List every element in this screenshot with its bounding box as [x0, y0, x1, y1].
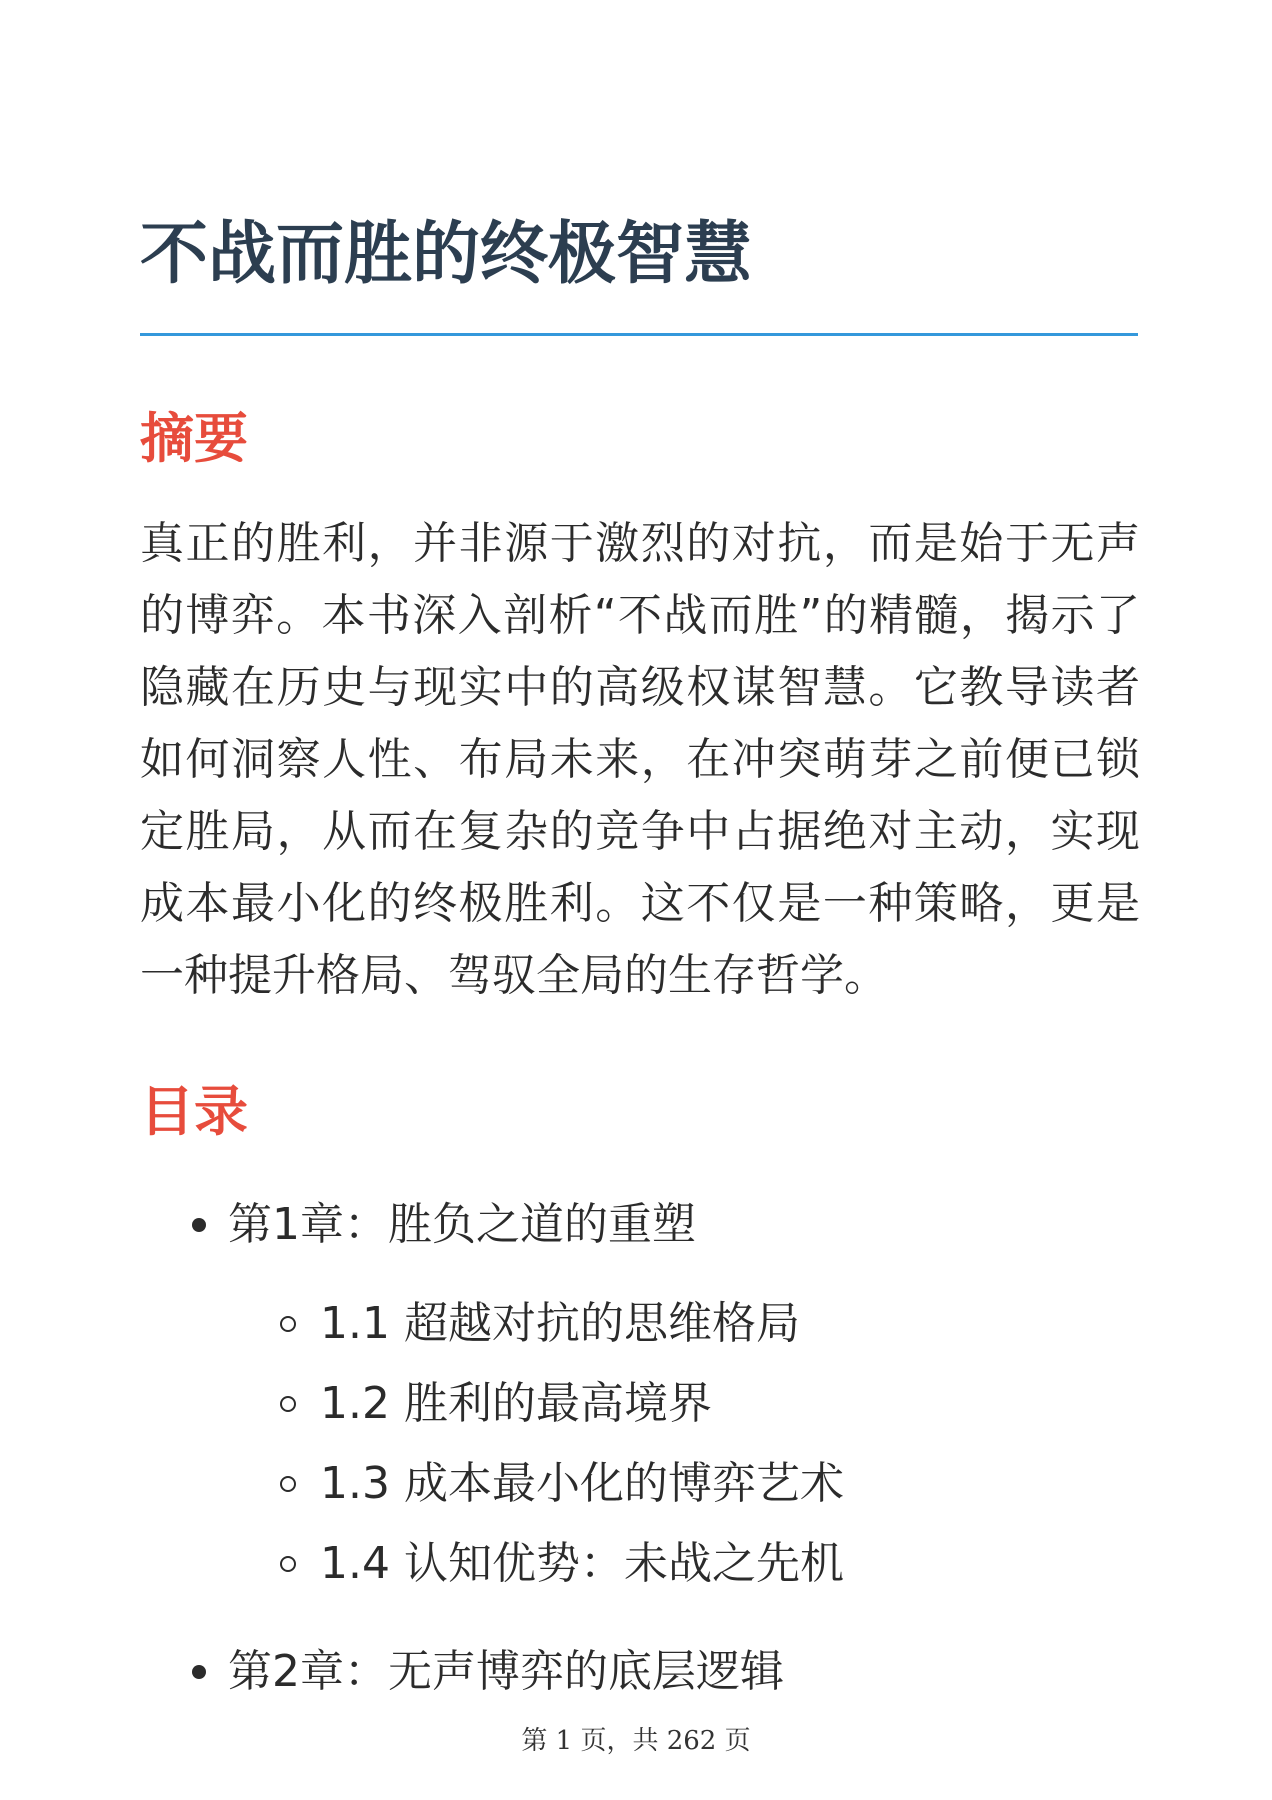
- toc-section-1-3[interactable]: 1.3 成本最小化的博弈艺术: [320, 1458, 844, 1509]
- page-number-footer: 第 1 页，共 262 页: [521, 1726, 751, 1756]
- toc-chapter-2[interactable]: 第2章：无声博弈的底层逻辑: [228, 1646, 784, 1697]
- toc-section-1-4[interactable]: 1.4 认知优势：未战之先机: [320, 1538, 844, 1589]
- bullet-circle-icon: [280, 1476, 296, 1492]
- toc-heading: 目录: [140, 1080, 248, 1143]
- abstract-heading: 摘要: [140, 407, 248, 470]
- bullet-dot-icon: [192, 1218, 206, 1232]
- abstract-paragraph: 真正的胜利，并非源于激烈的对抗，而是始于无声的博弈。本书深入剖析“不战而胜”的精髓，揭示了隐藏在历史与现实中的高级权谋智慧。它教导读者如何洞察人性、布局未来，在冲突萌芽之前便已锁定胜局，从而在复杂的竞争中占据绝对主动，实现成本最小化的终极胜利。这不仅是一种策略，更是一种提升格局、驾驭全局的生存哲学。: [140, 518, 1140, 1001]
- toc-section-1-2[interactable]: 1.2 胜利的最高境界: [320, 1378, 712, 1429]
- bullet-circle-icon: [280, 1556, 296, 1572]
- bullet-circle-icon: [280, 1396, 296, 1412]
- toc-chapter-1[interactable]: 第1章：胜负之道的重塑: [228, 1199, 696, 1250]
- bullet-circle-icon: [280, 1316, 296, 1332]
- title-divider: [140, 333, 1138, 336]
- document-title: 不战而胜的终极智慧: [140, 215, 753, 294]
- bullet-dot-icon: [192, 1665, 206, 1679]
- toc-section-1-1[interactable]: 1.1 超越对抗的思维格局: [320, 1298, 800, 1349]
